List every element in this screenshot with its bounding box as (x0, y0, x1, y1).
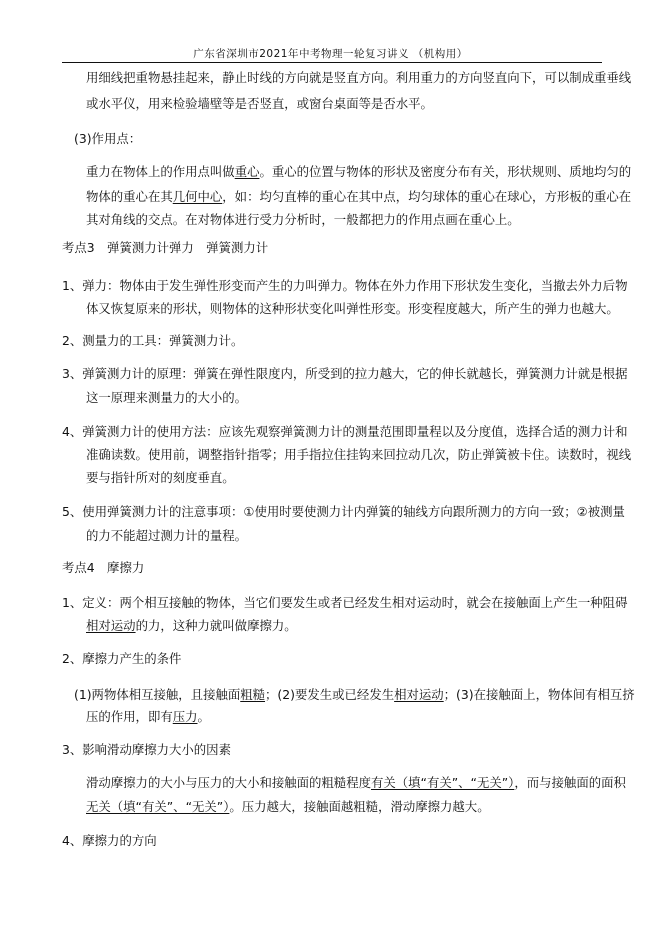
text-line (86, 390, 247, 406)
underlined-text: 粗糙 (240, 687, 266, 702)
text-line (86, 709, 210, 725)
text-segment: ，如：均匀直棒的重心在其中点，均匀球体的重心在球心，方形板的重心在 (222, 189, 632, 204)
text-line (86, 96, 433, 112)
page-header: 广东省深圳市2021年中考物理一轮复习讲义 （机构用） (193, 48, 468, 60)
section-heading (62, 240, 268, 256)
text-segment: 3、弹簧测力计的原理：弹簧在弹性限度内，所受到的拉力越大，它的伸长就越长，弹簧测力计就是根据 (62, 366, 628, 381)
text-line (86, 470, 235, 486)
text-segment: (3)作用点： (74, 131, 142, 146)
text-segment: 1、定义：两个相互接触的物体，当它们要发生或者已经发生相对运动时，就会在接触面上产生一种阻碍 (62, 595, 628, 610)
text-segment: 。重心的位置与物体的形状及密度分布有关，形状规则、质地均匀的 (259, 164, 632, 179)
text-segment: 考点3 弹簧测力计弹力 弹簧测力计 (62, 240, 269, 255)
text-segment: 这一原理来测量力的大小的。 (86, 390, 248, 405)
text-line (74, 687, 635, 703)
text-line (86, 301, 619, 317)
underlined-text: 相对运动 (394, 687, 444, 702)
underlined-text: 压力 (172, 709, 198, 724)
text-line (62, 833, 157, 849)
text-segment: 压的作用，即有 (86, 709, 173, 724)
text-segment: 考点4 摩擦力 (62, 560, 145, 575)
text-segment: 准确读数。使用前，调整指针指零；用手指拉住挂钩来回拉动几次，防止弹簧被卡住。读数时，视线 (86, 447, 632, 462)
text-segment: (1)两物体相互接触，且接触面 (74, 687, 241, 702)
text-segment: 的力不能超过测力计的量程。 (86, 528, 248, 543)
text-segment: 2、摩擦力产生的条件 (62, 651, 182, 666)
text-line (62, 366, 627, 382)
underlined-text: 无关（填“有关”、“无关”） (86, 799, 230, 814)
text-segment: 。压力越大，接触面越粗糙，滑动摩擦力越大。 (229, 799, 490, 814)
section-heading (62, 560, 144, 576)
text-line (86, 447, 631, 463)
text-segment: 滑动摩擦力的大小与压力的大小和接触面的粗糙程度 (86, 775, 371, 790)
text-segment: 用细线把重物悬挂起来，静止时线的方向就是竖直方向。利用重力的方向竖直向下，可以制成重垂线 (86, 70, 632, 85)
text-line (62, 504, 625, 520)
header-rule (62, 62, 602, 63)
text-segment: 4、弹簧测力计的使用方法：应该先观察弹簧测力计的测量范围即量程以及分度值，选择合适的测力计和 (62, 424, 628, 439)
text-segment: 。 (197, 709, 210, 724)
text-line (62, 424, 627, 440)
text-segment: ；(3)在接触面上，物体间有相互挤 (443, 687, 635, 702)
text-line (62, 333, 243, 349)
text-line (86, 618, 297, 634)
text-segment: 1、弹力：物体由于发生弹性形变而产生的力叫弹力。物体在外力作用下形状发生变化，当撤去外力后物 (62, 278, 628, 293)
text-line (86, 212, 520, 228)
text-line (86, 775, 626, 791)
underlined-text: 有关（填“有关”、“无关”） (370, 775, 515, 790)
text-segment: 5、使用弹簧测力计的注意事项：①使用时要使测力计内弹簧的轴线方向跟所测力的方向一致；②被测量 (62, 504, 625, 519)
text-line (62, 651, 181, 667)
text-line (86, 799, 490, 815)
text-line (62, 742, 231, 758)
text-segment: 物体的重心在其 (86, 189, 173, 204)
underlined-text: 重心 (234, 164, 260, 179)
text-line (86, 164, 631, 180)
underlined-text: 相对运动 (86, 618, 136, 633)
text-segment: ，而与接触面的面积 (514, 775, 626, 790)
text-line (74, 131, 141, 147)
text-segment: 3、影响滑动摩擦力大小的因素 (62, 742, 231, 757)
underlined-text: 几何中心 (172, 189, 223, 204)
text-line (86, 189, 631, 205)
text-segment: 要与指针所对的刻度垂直。 (86, 470, 235, 485)
text-line (86, 70, 631, 86)
text-segment: ；(2)要发生或已经发生 (265, 687, 395, 702)
text-segment: 其对角线的交点。在对物体进行受力分析时，一般都把力的作用点画在重心上。 (86, 212, 520, 227)
text-line (62, 278, 627, 294)
text-segment: 4、摩擦力的方向 (62, 833, 157, 848)
text-segment: 或水平仪，用来检验墙壁等是否竖直，或窗台桌面等是否水平。 (86, 96, 433, 111)
text-segment: 体又恢复原来的形状，则物体的这种形状变化叫弹性形变。形变程度越大，所产生的弹力也越大。 (86, 301, 619, 316)
text-line (86, 528, 247, 544)
text-segment: 重力在物体上的作用点叫做 (86, 164, 235, 179)
text-segment: 2、测量力的工具：弹簧测力计。 (62, 333, 244, 348)
text-segment: 的力，这种力就叫做摩擦力。 (135, 618, 297, 633)
text-line (62, 595, 627, 611)
